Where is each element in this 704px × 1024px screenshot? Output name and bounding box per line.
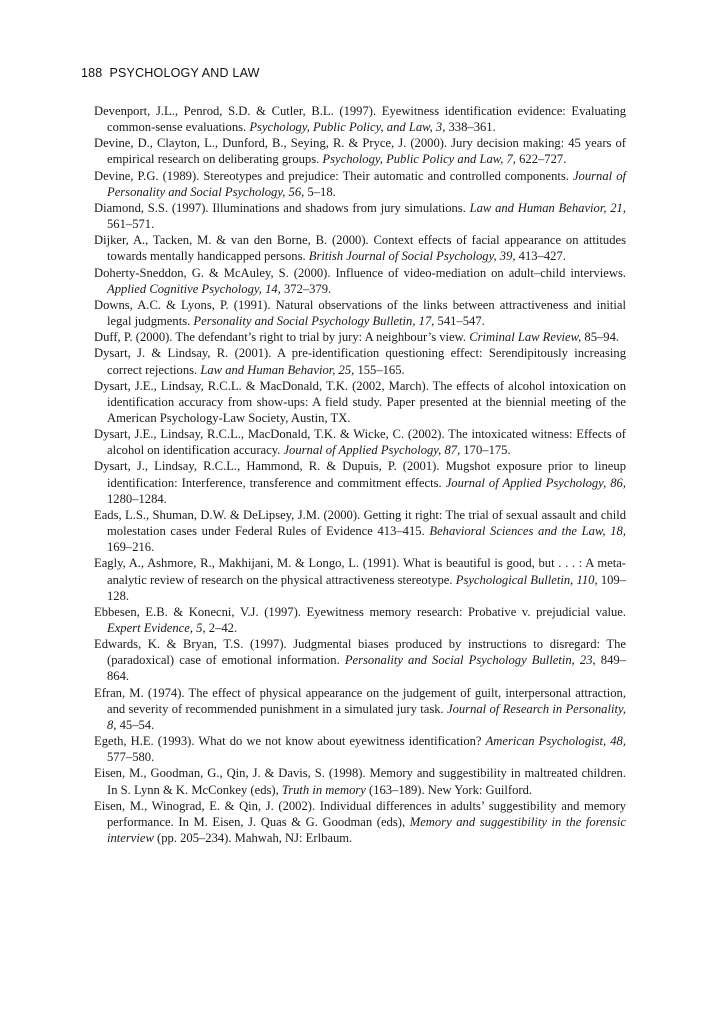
reference-citation: Dysart, J.E., Lindsay, R.C.L., MacDonald, T.K. & Wicke, C. (2002). The intoxicated witness: Effects of alcohol on identification accuracy. bbox=[94, 427, 626, 458]
reference-citation: Dysart, J. & Lindsay, R. (2001). A pre-identification questioning effect: Serendipitously increasing correct rejections. bbox=[94, 346, 626, 377]
reference-source-title: Psychological Bulletin, 110, bbox=[455, 572, 598, 587]
reference-source-title: British Journal of Social Psychology, 39, bbox=[308, 249, 516, 264]
reference-citation: Ebbesen, E.B. & Konecni, V.J. (1997). Eyewitness memory research: Probative v. prejudicial value. bbox=[94, 604, 626, 619]
reference-pages: 109–128. bbox=[107, 572, 627, 603]
reference-citation: Devenport, J.L., Penrod, S.D. & Cutler, B.L. (1997). Eyewitness identification evidence: Evaluating common-sense evaluations. bbox=[94, 104, 626, 135]
reference-citation: Dijker, A., Tacken, M. & van den Borne, B. (2000). Context effects of facial appearance on attitudes towards mentally handicapped persons. bbox=[94, 233, 626, 264]
reference-entry bbox=[94, 135, 626, 167]
reference-pages: 561–571. bbox=[107, 217, 155, 232]
reference-entry bbox=[94, 232, 626, 264]
reference-source-title: Truth in memory bbox=[281, 782, 366, 797]
page-number: 188 bbox=[81, 66, 103, 80]
reference-source-title: Behavioral Sciences and the Law, 18, bbox=[429, 524, 626, 539]
reference-entry bbox=[94, 555, 626, 603]
reference-source-title: Journal of Research in Personality, 8, bbox=[107, 701, 626, 732]
reference-pages: 413–427. bbox=[515, 249, 566, 264]
reference-entry bbox=[94, 329, 626, 345]
reference-source-title: Journal of Applied Psychology, 86, bbox=[445, 475, 626, 490]
reference-citation: Diamond, S.S. (1997). Illuminations and shadows from jury simulations. bbox=[94, 200, 470, 215]
reference-pages: 541–547. bbox=[434, 314, 485, 329]
running-title: PSYCHOLOGY AND LAW bbox=[109, 66, 260, 80]
reference-citation: Dysart, J.E., Lindsay, R.C.L. & MacDonald, T.K. (2002, March). The effects of alcohol intoxication on identification accuracy from show-ups: A field study. Paper presented at the biennial meeting of the American Psychology-Law Society, Austin, TX. bbox=[94, 378, 626, 425]
reference-pages: 1280–1284. bbox=[107, 491, 167, 506]
reference-citation: Doherty-Sneddon, G. & McAuley, S. (2000). Influence of video-mediation on adult–child interviews. bbox=[94, 265, 626, 280]
reference-citation: Eagly, A., Ashmore, R., Makhijani, M. & Longo, L. (1991). What is beautiful is good, but . . . : A meta-analytic review of research on the physical attractiveness stereotype. bbox=[94, 556, 626, 587]
reference-source-title: Law and Human Behavior, 25, bbox=[200, 362, 355, 377]
reference-citation: Eads, L.S., Shuman, D.W. & DeLipsey, J.M. (2000). Getting it right: The trial of sexual assault and child molestation cases under Federal Rules of Evidence 413–415. bbox=[94, 507, 626, 539]
reference-pages: 338–361. bbox=[445, 120, 496, 135]
reference-pages: 5–18. bbox=[304, 184, 336, 199]
reference-entry bbox=[94, 458, 626, 506]
reference-pages: 45–54. bbox=[116, 717, 155, 732]
reference-pages: 170–175. bbox=[460, 443, 511, 458]
reference-pages: 85–94. bbox=[581, 330, 620, 345]
reference-entry bbox=[94, 297, 626, 329]
reference-pages: 155–165. bbox=[354, 362, 405, 377]
reference-entry bbox=[94, 200, 626, 232]
reference-citation: Devine, D., Clayton, L., Dunford, B., Seying, R. & Pryce, J. (2000). Jury decision making: 45 years of empirical research on deliberating groups. bbox=[94, 136, 626, 167]
reference-pages: 2–42. bbox=[205, 621, 238, 635]
reference-citation: Efran, M. (1974). The effect of physical appearance on the judgement of guilt, interpersonal attraction, and severity of recommended punishment in a simulated jury task. bbox=[94, 685, 626, 716]
reference-source-title: Criminal Law Review, bbox=[469, 330, 582, 345]
reference-citation: Eisen, M., Goodman, G., Qin, J. & Davis, S. (1998). Memory and suggestibility in maltreated children. In S. Lynn & K. McConkey (eds), bbox=[94, 766, 626, 797]
reference-source-title: American Psychologist, 48, bbox=[485, 734, 626, 749]
reference-source-title: Applied Cognitive Psychology, 14, bbox=[107, 281, 281, 296]
reference-entry bbox=[94, 733, 626, 765]
reference-entry bbox=[94, 507, 626, 555]
reference-source-title: Personality and Social Psychology Bulletin, 23, bbox=[344, 653, 596, 668]
reference-source-title: Psychology, Public Policy, and Law, 3, bbox=[249, 120, 446, 135]
reference-entry bbox=[94, 168, 626, 200]
reference-list bbox=[94, 103, 626, 846]
reference-pages: 372–379. bbox=[280, 281, 332, 296]
reference-citation: Downs, A.C. & Lyons, P. (1991). Natural observations of the links between attractiveness and initial legal judgments. bbox=[94, 297, 626, 329]
reference-entry bbox=[94, 103, 626, 135]
reference-pages: (163–189). New York: Guilford. bbox=[365, 782, 533, 797]
reference-entry bbox=[94, 345, 626, 377]
reference-entry bbox=[94, 378, 626, 426]
reference-citation: Eisen, M., Winograd, E. & Qin, J. (2002). Individual differences in adults’ suggestibility and memory performance. In M. Eisen, J. Quas & G. Goodman (eds), bbox=[94, 798, 626, 829]
reference-citation: Duff, P. (2000). The defendant’s right to trial by jury: A neighbour’s view. bbox=[94, 330, 470, 345]
reference-source-title: Psychology, Public Policy and Law, 7, bbox=[322, 152, 516, 167]
reference-citation: Edwards, K. & Bryan, T.S. (1997). Judgmental biases produced by instructions to disregard: The (paradoxical) case of emotional information. bbox=[94, 637, 626, 668]
reference-citation: Devine, P.G. (1989). Stereotypes and prejudice: Their automatic and controlled components. bbox=[94, 168, 573, 183]
reference-source-title: Law and Human Behavior, 21, bbox=[469, 200, 626, 215]
reference-citation: Dysart, J., Lindsay, R.C.L., Hammond, R. & Dupuis, P. (2001). Mugshot exposure prior to lineup identification: Interference, transference and commitment effects. bbox=[94, 459, 626, 490]
running-head bbox=[81, 66, 260, 80]
reference-pages: 622–727. bbox=[515, 152, 567, 167]
reference-citation: Egeth, H.E. (1993). What do we not know about eyewitness identification? bbox=[94, 734, 486, 749]
reference-entry bbox=[94, 685, 626, 733]
reference-entry bbox=[94, 265, 626, 297]
reference-entry bbox=[94, 765, 626, 797]
reference-entry bbox=[94, 798, 626, 846]
reference-entry bbox=[94, 636, 626, 684]
reference-source-title: Journal of Applied Psychology, 87, bbox=[283, 443, 461, 458]
reference-entry bbox=[94, 426, 626, 458]
reference-source-title: Memory and suggestibility in the forensic interview bbox=[107, 814, 627, 846]
reference-pages: 577–580. bbox=[107, 750, 155, 765]
reference-source-title: Journal of Personality and Social Psychology, 56, bbox=[107, 168, 626, 199]
reference-pages: (pp. 205–234). Mahwah, NJ: Erlbaum. bbox=[153, 831, 353, 846]
reference-source-title: Expert Evidence, 5, bbox=[107, 621, 206, 635]
reference-entry bbox=[94, 604, 626, 636]
reference-pages: 169–216. bbox=[107, 540, 155, 555]
reference-pages: 849–864. bbox=[107, 653, 626, 684]
reference-source-title: Personality and Social Psychology Bulletin, 17, bbox=[193, 314, 435, 329]
